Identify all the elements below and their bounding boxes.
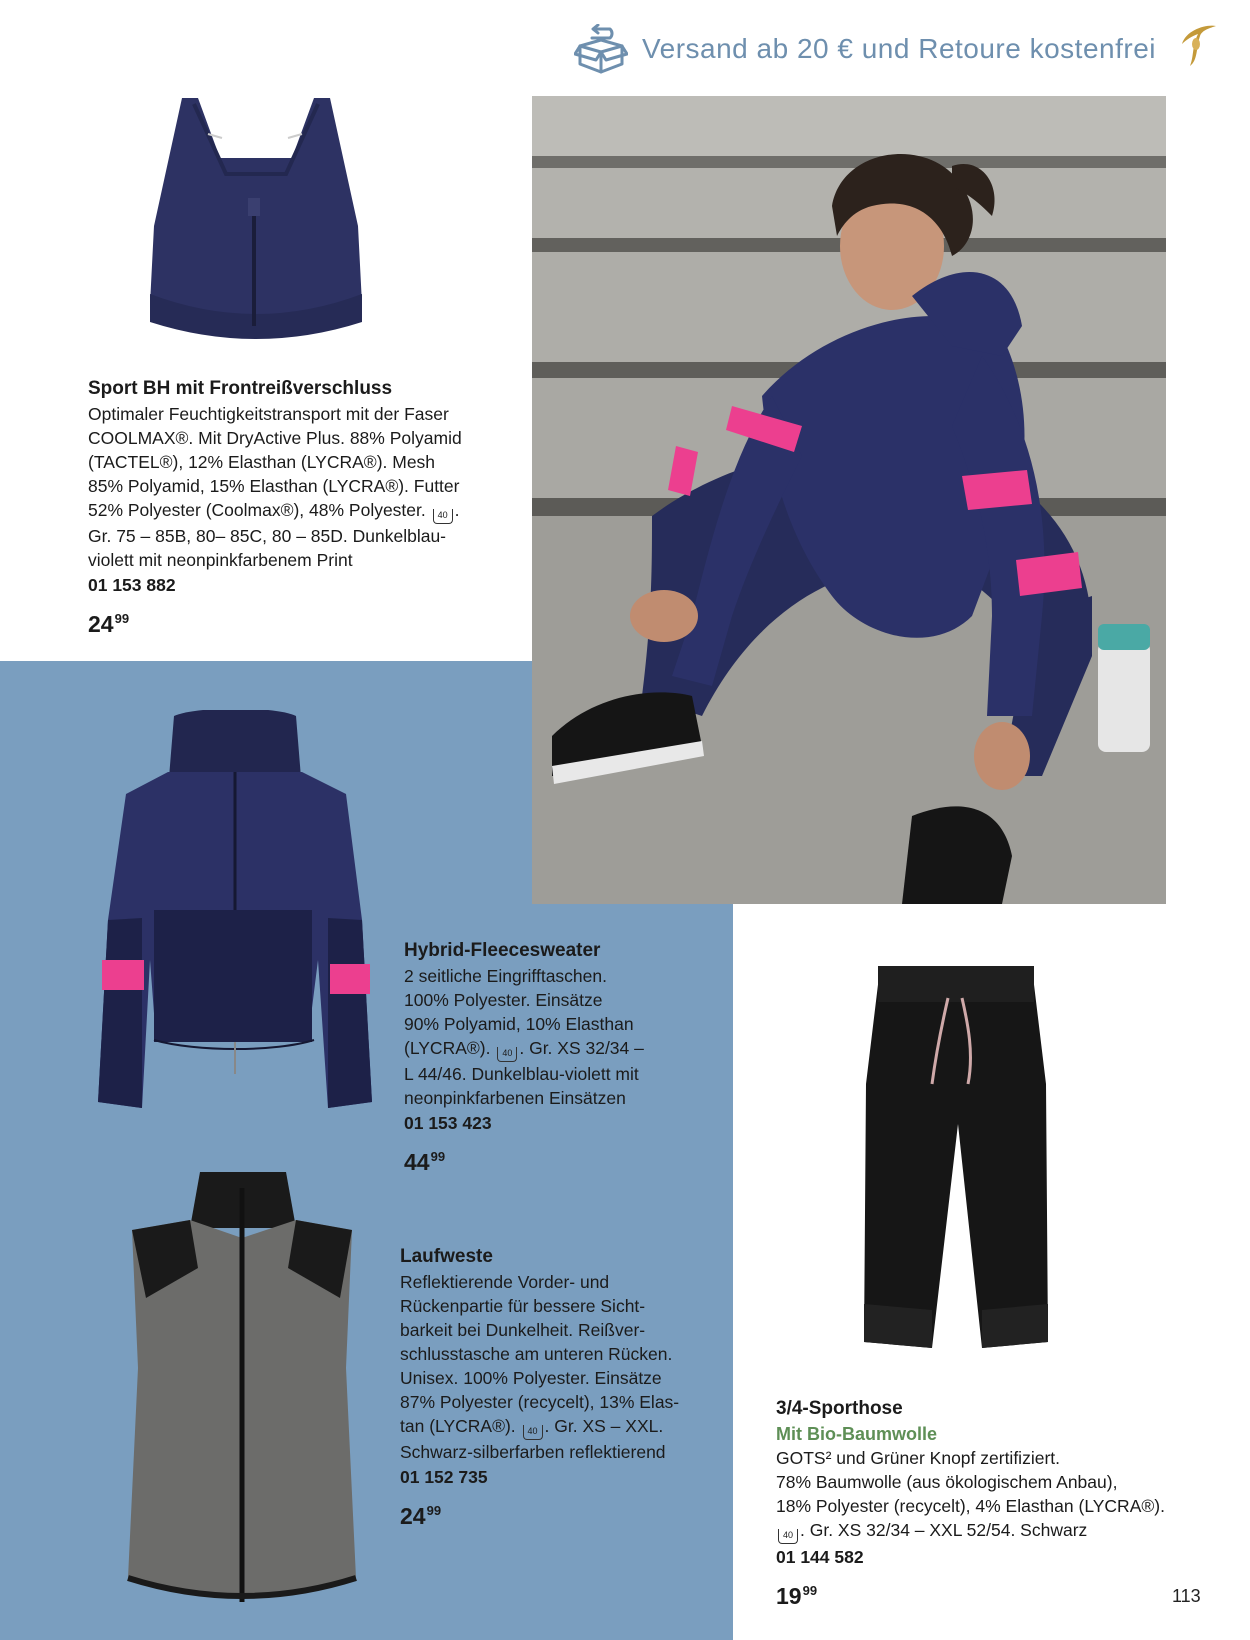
running-vest-image (126, 1168, 358, 1608)
wash-care-icon: 40 (778, 1529, 798, 1544)
product-title: Laufweste (400, 1246, 493, 1267)
tchibo-logo-icon (1176, 22, 1220, 68)
description-line: Reflektierende Vorder- und (400, 1272, 610, 1292)
description-line: 90% Polyamid, 10% Elasthan (404, 1014, 634, 1034)
description-line: (LYCRA®). 40 . Gr. XS 32/34 – (404, 1036, 724, 1062)
description-line: Rückenpartie für bessere Sicht- (400, 1296, 646, 1316)
wash-care-icon: 40 (523, 1425, 543, 1440)
description-line: COOLMAX®. Mit DryActive Plus. 88% Polyamid (88, 428, 462, 448)
description-line: 2 seitliche Eingrifftaschen. (404, 966, 607, 986)
article-number: 01 153 882 (88, 575, 176, 595)
description-line: GOTS² und Grüner Knopf zertifiziert. (776, 1448, 1060, 1468)
fleece-sweater-image (96, 710, 374, 1128)
page-number: 113 (1172, 1586, 1201, 1606)
product-title: Hybrid-Fleecesweater (404, 940, 601, 961)
box-return-icon (574, 24, 628, 76)
article-number: 01 152 735 (400, 1467, 488, 1487)
product-sports-bra (88, 376, 508, 638)
article-number: 01 144 582 (776, 1547, 864, 1567)
product-fleece-sweater (404, 938, 724, 1176)
description-line: tan (LYCRA®). 40 . Gr. XS – XXL. (400, 1414, 730, 1440)
price: $24^{99}$ (88, 611, 130, 637)
description-line: 52% Polyester (Coolmax®), 48% Polyester. 40 . (88, 498, 508, 524)
description-line: Gr. 75 – 85B, 80– 85C, 80 – 85D. Dunkelblau- (88, 526, 447, 546)
description-line: barkeit bei Dunkelheit. Reißver- (400, 1320, 646, 1340)
price: $19^{99}$ (776, 1583, 818, 1609)
description-line: Schwarz-silberfarben reflektierend (400, 1442, 666, 1462)
description-line: 40 . Gr. XS 32/34 – XXL 52/54. Schwarz (776, 1518, 1196, 1544)
description-line: Unisex. 100% Polyester. Einsätze (400, 1368, 662, 1388)
product-running-vest (400, 1244, 730, 1530)
description-line: 87% Polyester (recycelt), 13% Elas- (400, 1392, 680, 1412)
product-subtitle: Mit Bio-Baumwolle (776, 1424, 937, 1444)
wash-care-icon: 40 (433, 509, 453, 524)
lifestyle-photo (532, 96, 1166, 904)
wash-care-icon: 40 (497, 1047, 517, 1062)
product-title: 3/4-Sporthose (776, 1398, 903, 1419)
description-line: 78% Baumwolle (aus ökologischem Anbau), (776, 1472, 1118, 1492)
price: $44^{99}$ (404, 1149, 446, 1175)
description-line: neonpinkfarbenen Einsätzen (404, 1088, 626, 1108)
description-line: schlusstasche am unteren Rücken. (400, 1344, 673, 1364)
sports-bra-image (136, 94, 376, 344)
description-line: (TACTEL®), 12% Elasthan (LYCRA®). Mesh (88, 452, 436, 472)
description-line: violett mit neonpinkfarbenem Print (88, 550, 353, 570)
article-number: 01 153 423 (404, 1113, 492, 1133)
description-line: 100% Polyester. Einsätze (404, 990, 603, 1010)
description-line: L 44/46. Dunkelblau-violett mit (404, 1064, 639, 1084)
product-title: Sport BH mit Frontreißverschluss (88, 378, 393, 399)
shipping-text: Versand ab 20 € und Retoure kostenfrei (642, 33, 1157, 64)
price: $24^{99}$ (400, 1503, 442, 1529)
sport-pants-image (862, 964, 1048, 1350)
description-line: 18% Polyester (recycelt), 4% Elasthan (LYCRA®). (776, 1496, 1165, 1516)
shipping-banner[interactable] (570, 18, 1170, 78)
description-line: Optimaler Feuchtigkeitstransport mit der Faser (88, 404, 449, 424)
description-line: 85% Polyamid, 15% Elasthan (LYCRA®). Futter (88, 476, 460, 496)
product-sport-pants (776, 1396, 1196, 1610)
